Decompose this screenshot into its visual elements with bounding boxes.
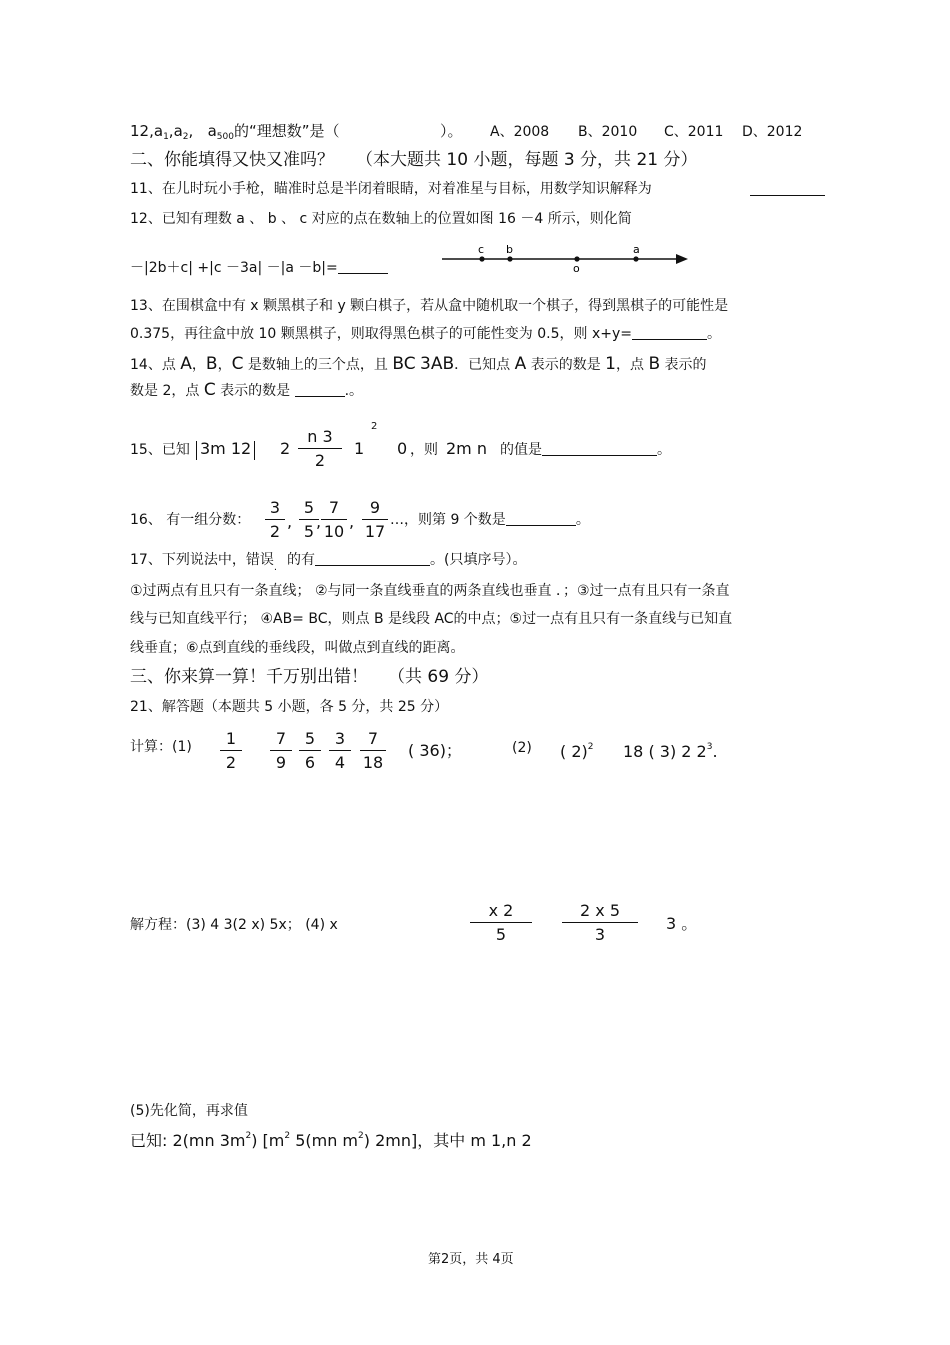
option-b: B、2010 bbox=[578, 124, 638, 140]
label-o: o bbox=[573, 262, 580, 274]
q14-answer-blank bbox=[295, 384, 345, 397]
q16-fraction-1: $\frac{3}{2}$ bbox=[265, 500, 285, 540]
calc-label: 计算：(1) bbox=[130, 739, 192, 755]
solve-line: 解方程：(3) 4 3(2 x) 5x； (4) x bbox=[130, 917, 338, 933]
q12-line1: 12、已知有理数 a 、 b 、 c 对应的点在数轴上的位置如图 16 －4 所示，则化简 bbox=[130, 211, 632, 227]
q16-label: 16、 有一组分数： bbox=[130, 512, 251, 528]
section2-heading: 二、你能填得又快又准吗？ （本大题共 10 小题，每题 3 分，共 21 分） bbox=[130, 150, 698, 170]
q11-text: 11、在儿时玩小手枪，瞄准时总是半闭着眼睛，对着准星与目标，用数学知识解释为 bbox=[130, 181, 652, 197]
point-b bbox=[507, 256, 512, 261]
q16-answer-blank bbox=[506, 513, 576, 526]
number-line-arrow bbox=[676, 254, 688, 264]
q16-comma-2: , bbox=[316, 512, 322, 531]
q16-fraction-2: $\frac{5}{5}$ bbox=[299, 500, 319, 540]
solve-rhs: 3 。 bbox=[666, 914, 698, 933]
q17-line4: 线垂直；⑥点到直线的垂线段，叫做点到直线的距离。 bbox=[130, 640, 465, 656]
q15-answer-blank bbox=[542, 443, 657, 456]
number-line-figure bbox=[440, 240, 692, 274]
calc-fraction-3: $\frac{5}{6}$ bbox=[299, 731, 321, 771]
q15-exponent: 2 bbox=[371, 421, 378, 432]
q15-label: 15、已知 bbox=[130, 442, 190, 458]
q12-line2: －|2b＋c| +|c －3a| －|a －b|= bbox=[130, 261, 388, 275]
option-d: D、2012 bbox=[742, 124, 803, 140]
q12-mc-line: $12,a_1,a_2$, $a_{500}$的“理想数”是（ bbox=[130, 122, 340, 142]
q12-answer-blank bbox=[338, 261, 388, 274]
q16-comma-3: , bbox=[349, 512, 355, 531]
calc-label-2: (2) bbox=[512, 740, 532, 756]
q13-answer-blank bbox=[632, 327, 707, 340]
calc-fraction-5: $\frac{7}{18}$ bbox=[360, 731, 386, 771]
q17-line2: ①过两点有且只有一条直线； ②与同一条直线垂直的两条直线也垂直 ．；③过一点有且只有一条直 bbox=[130, 583, 730, 599]
calc-expr-2b: 18 ( 3) 2 $2^3$. bbox=[623, 742, 718, 761]
q15-expr: 2m n bbox=[446, 439, 487, 458]
q5-title: (5)先化简，再求值 bbox=[130, 1103, 248, 1119]
solve-fraction-2: $\frac{2 x 5}{3}$ bbox=[562, 903, 638, 943]
point-a bbox=[633, 256, 638, 261]
q17-line3: 线与已知直线平行； ④AB= BC，则点 B 是线段 AC的中点；⑤过一点有且只有一条直线与已知直 bbox=[130, 611, 733, 627]
q16-fraction-3: $\frac{7}{10}$ bbox=[321, 500, 347, 540]
q16-fraction-4: $\frac{9}{17}$ bbox=[362, 500, 388, 540]
option-a: A、2008 bbox=[490, 124, 550, 140]
q16-tail: …，则第 9 个数是 。 bbox=[390, 512, 590, 528]
section3-heading: 三、你来算一算！千万别出错！ （共 69 分） bbox=[130, 667, 489, 687]
solve-fraction-1: $\frac{x 2}{5}$ bbox=[470, 903, 532, 943]
q16-comma-1: , bbox=[287, 512, 293, 531]
q12-mc-close: ）。 bbox=[440, 122, 463, 140]
option-c: C、2011 bbox=[664, 124, 724, 140]
calc-fraction-1: $\frac{1}{2}$ bbox=[220, 731, 242, 771]
q21-title: 21、解答题（本题共 5 小题，各 5 分，共 25 分） bbox=[130, 699, 449, 715]
q13-line1: 13、在围棋盒中有 x 颗黑棋子和 y 颗白棋子，若从盒中随机取一个棋子，得到黑棋子的可能性是 bbox=[130, 298, 729, 314]
q15-one: 1 bbox=[354, 439, 365, 458]
point-c bbox=[479, 256, 484, 261]
q13-line2: 0.375，再往盒中放 10 颗黑棋子，则取得黑色棋子的可能性变为 0.5，则 x+y= 。 bbox=[130, 326, 721, 342]
label-c: c bbox=[478, 243, 485, 256]
calc-fraction-2: $\frac{7}{9}$ bbox=[270, 731, 292, 771]
q17-line1: 17、下列说法中，错误$_.$ 的有 。(只填序号）。 bbox=[130, 552, 527, 573]
label-a: a bbox=[633, 243, 640, 256]
q17-answer-blank bbox=[315, 553, 430, 566]
q14-line1: 14、点 A，B，C 是数轴上的三个点，且 BC 3AB．已知点 A 表示的数是 1，点 B 表示的 bbox=[130, 354, 707, 374]
q15-text: 的值是 。 bbox=[500, 442, 671, 458]
label-b: b bbox=[506, 243, 513, 256]
q15-abs-value: 3m 12 bbox=[196, 441, 255, 460]
calc-term-1: ( 36)； bbox=[408, 741, 462, 760]
q14-line2: 数是 2，点 C 表示的数是 .。 bbox=[130, 380, 364, 400]
page-footer: 第2页，共 4页 bbox=[428, 1252, 514, 1267]
q11-answer-blank bbox=[750, 183, 825, 196]
q15-coef: 2 bbox=[280, 439, 291, 458]
calc-expr-2a: ( 2)$^2$ bbox=[560, 742, 594, 761]
calc-fraction-4: $\frac{3}{4}$ bbox=[329, 731, 351, 771]
point-o bbox=[574, 256, 579, 261]
q15-mid: ，则 bbox=[410, 442, 438, 458]
q5-expression: 已知: 2(mn $3m^2$) [$m^2$ 5(mn $m^2$) 2mn]，其中 m 1,n 2 bbox=[130, 1131, 532, 1150]
q15-zero: 0 bbox=[397, 439, 408, 458]
q15-fraction: $\frac{n 3}{2}$ bbox=[298, 429, 342, 469]
